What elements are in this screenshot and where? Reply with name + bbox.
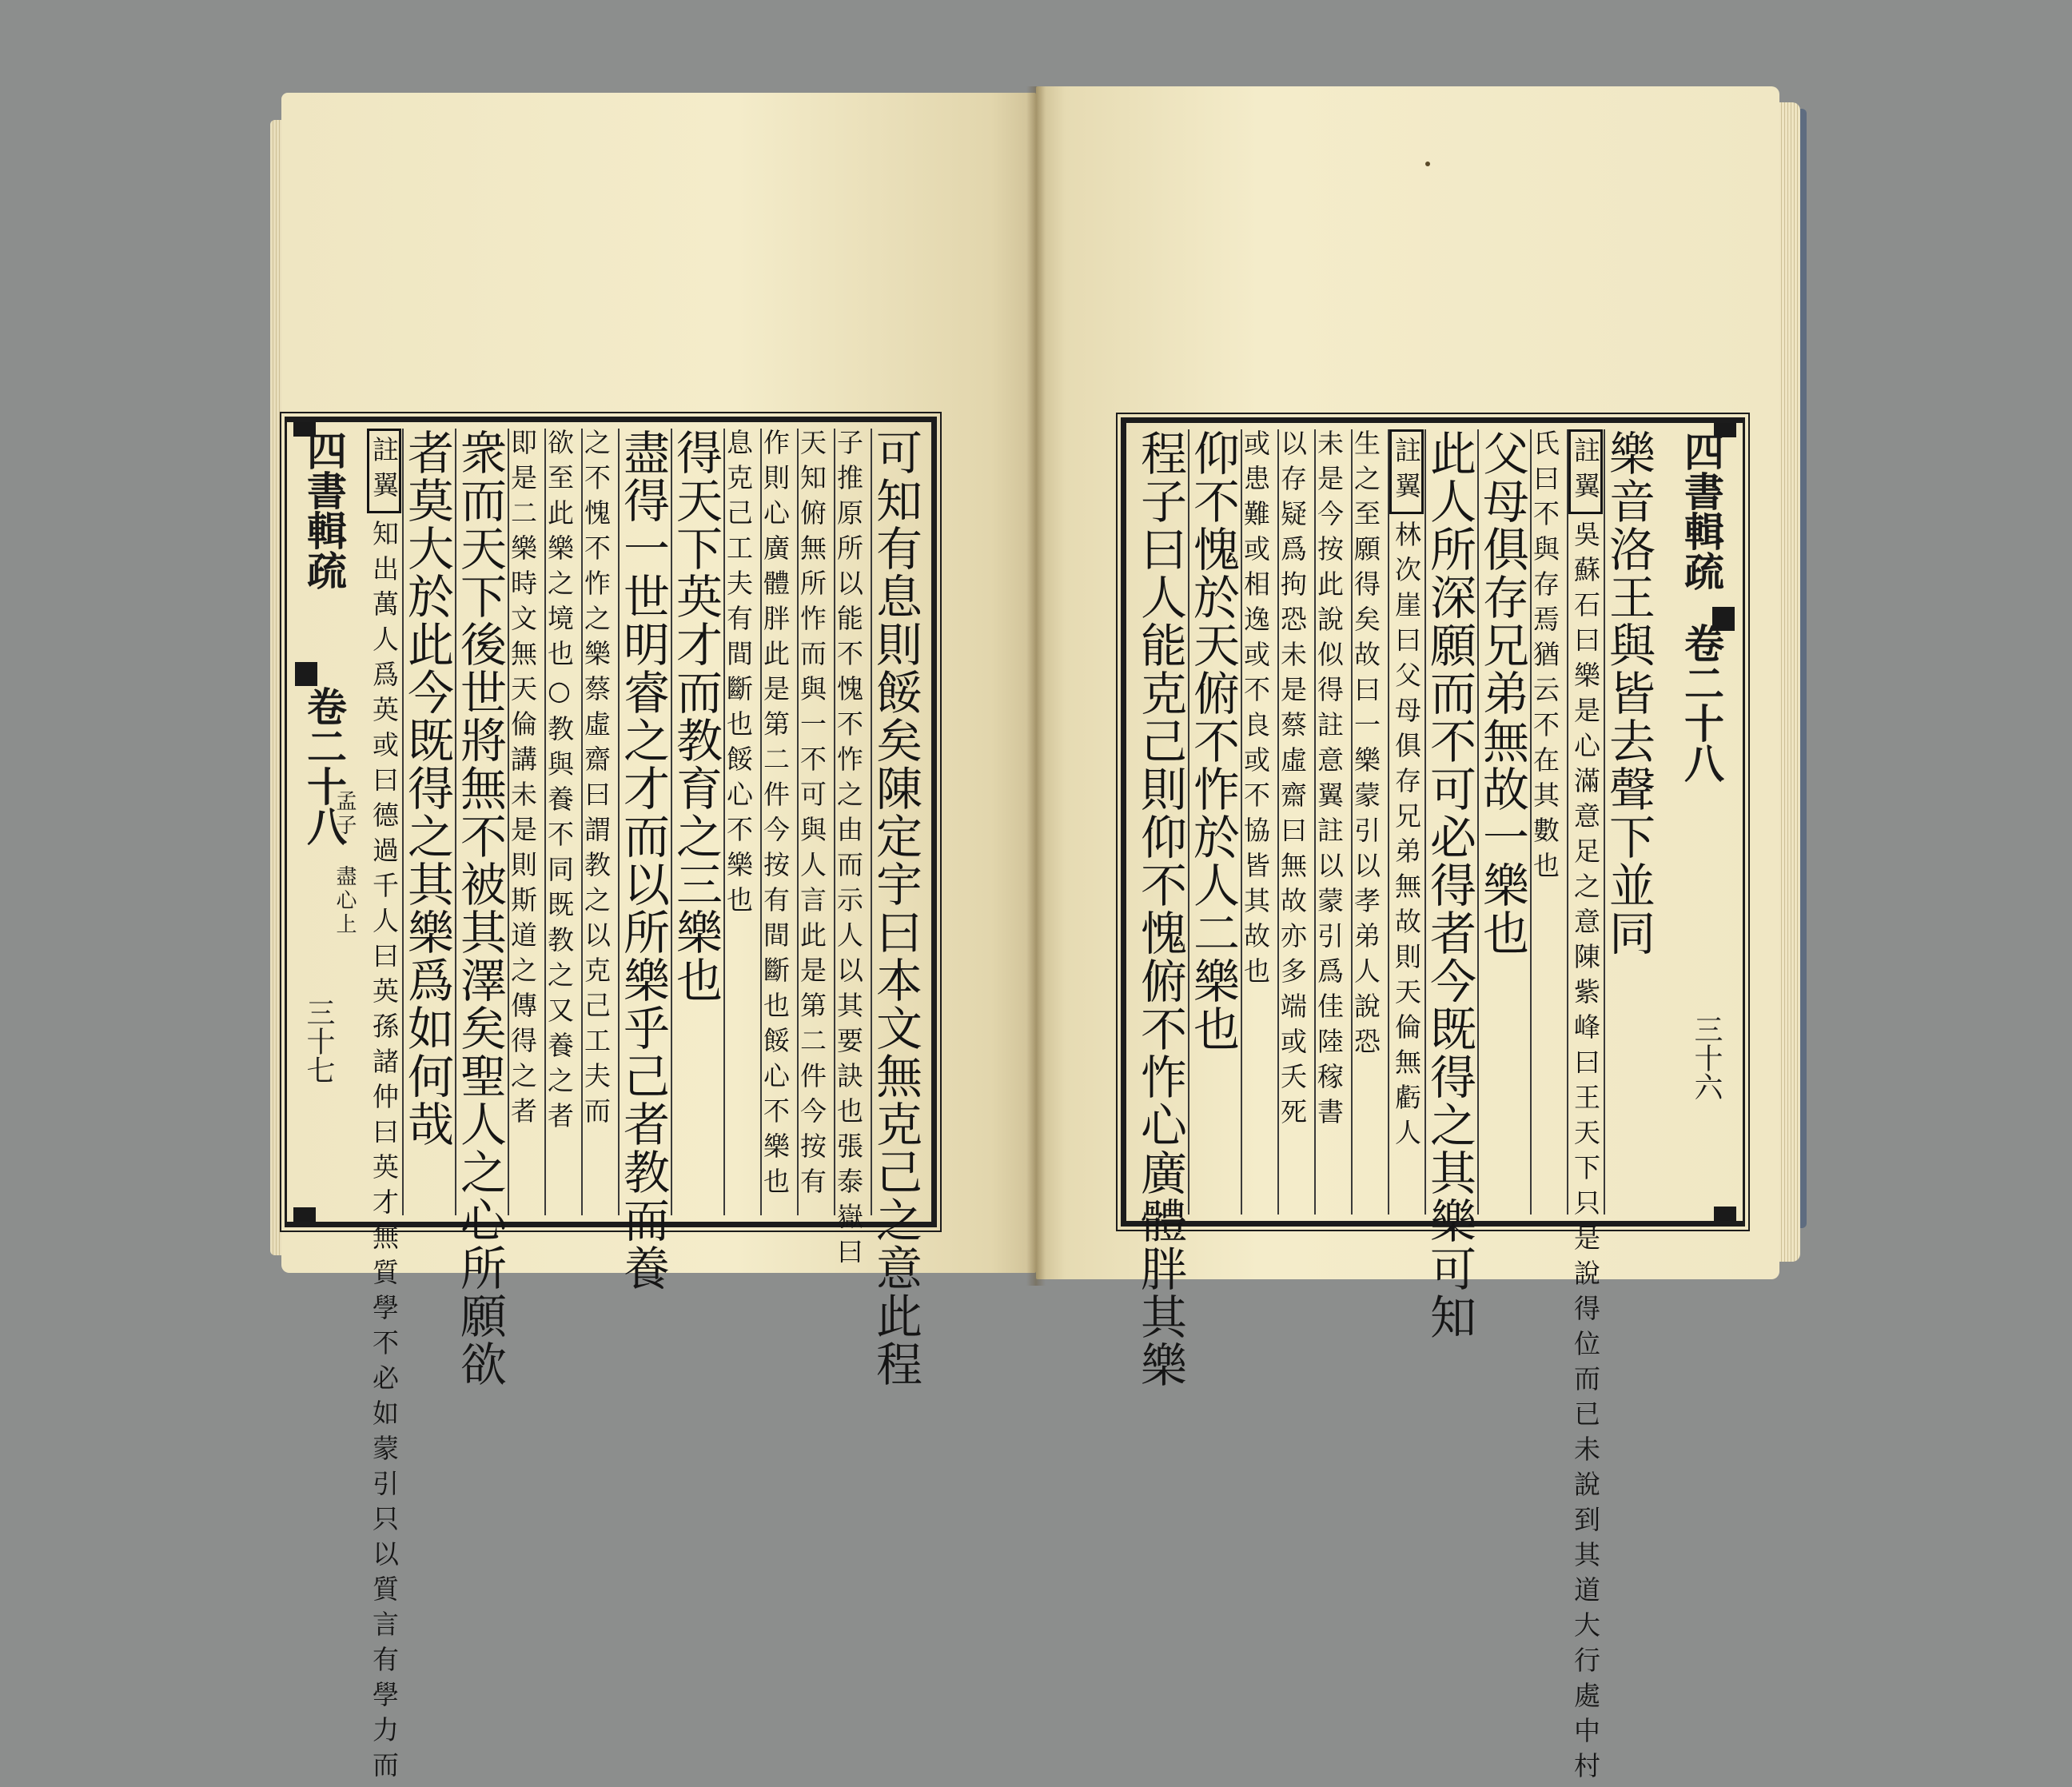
main-text: 可知有息則餒矣陳定宇曰本文無克己之意此程 xyxy=(868,429,922,1388)
annotation-marker: 註翼 xyxy=(1568,429,1603,514)
left-text-columns xyxy=(364,429,923,1786)
annotation-text: 以存疑爲拘恐未是蔡虛齋曰無故亦多端或夭死 xyxy=(1277,429,1308,1133)
text-column xyxy=(508,429,544,1215)
margin-volume: 卷二十八 xyxy=(1678,623,1725,783)
text-column xyxy=(797,429,834,1215)
annotation-text: 林次崖曰父母俱存兄弟無故則天倫無虧人 xyxy=(1391,521,1422,1154)
annotation-text: 即是二樂時文無天倫講未是則斯道之傳得之者 xyxy=(507,429,538,1132)
text-column xyxy=(1422,429,1477,1341)
main-text: 者莫大於此今既得之其樂爲如何哉 xyxy=(400,429,454,1148)
main-text: 仰不愧於天俯不怍於人二樂也 xyxy=(1185,429,1240,1053)
text-column xyxy=(1351,429,1388,1215)
annotation-text: 未是今按此說似得註意翼註以蒙引爲佳陸稼書 xyxy=(1313,429,1345,1133)
main-text: 此人所深願而不可必得者今既得之其樂可知 xyxy=(1422,429,1476,1341)
annotation-text: 或患難或相逸或不良或不協皆其故也 xyxy=(1240,429,1271,992)
text-column xyxy=(1241,429,1277,1215)
text-column xyxy=(868,429,923,1388)
right-text-frame xyxy=(1121,417,1745,1787)
margin-volume: 卷二十八 xyxy=(301,686,348,846)
annotation-text: 知出萬人爲英或曰德過千人曰英孫諸仲曰英才無質學不必如蒙引只以質言有學力而 xyxy=(369,520,400,1786)
main-text: 樂音洛王與皆去聲下並同 xyxy=(1601,429,1656,957)
fish-tail-bottom xyxy=(293,1207,316,1222)
text-column xyxy=(367,429,402,1786)
main-text: 得天下英才而教育之三樂也 xyxy=(668,429,723,1004)
main-text: 父母俱存兄弟無故一樂也 xyxy=(1475,429,1529,957)
text-column xyxy=(581,429,618,1215)
text-column xyxy=(1388,429,1424,1215)
fish-tail-mid xyxy=(295,662,317,686)
margin-book-title: 四書輯疏 xyxy=(301,430,348,590)
text-column xyxy=(1530,429,1567,1215)
text-column xyxy=(723,429,760,1215)
margin-section: 孟子 盡心上 xyxy=(333,790,357,937)
margin-page-number: 三十六 xyxy=(1690,1015,1723,1101)
annotation-text: 息克己工夫有間斷也餒心不樂也 xyxy=(723,429,754,921)
text-column xyxy=(760,429,797,1215)
text-column xyxy=(1567,429,1604,1787)
main-text: 程子曰人能克己則仰不愧俯不怍心廣體胖其樂 xyxy=(1133,429,1187,1389)
annotation-marker: 註翼 xyxy=(367,429,401,513)
main-text: 盡得一世明睿之才而以所樂乎己者教而養 xyxy=(616,429,670,1292)
text-column xyxy=(544,429,581,1215)
annotation-marker: 註翼 xyxy=(1389,429,1424,514)
text-column xyxy=(833,429,871,1273)
annotation-text: 作則心廣體胖此是第二件今按有間斷也餒心不樂也 xyxy=(759,429,791,1203)
left-text-frame xyxy=(285,417,937,1786)
annotation-text: 天知俯無所怍而與一不可與人言此是第二件今按有 xyxy=(796,429,827,1203)
text-column xyxy=(402,429,455,1215)
text-column xyxy=(1277,429,1314,1215)
text-column xyxy=(1601,429,1656,1215)
main-text: 衆而天下後世將無不被其澤矣聖人之心所願欲 xyxy=(452,429,507,1388)
annotation-text: 欲至此樂之境也○教與養不同既教之又養之者 xyxy=(544,429,575,1137)
fish-tail-bottom xyxy=(1714,1207,1736,1221)
text-column xyxy=(1314,429,1351,1215)
text-column xyxy=(1477,429,1530,1215)
text-column xyxy=(452,429,508,1388)
annotation-text: 生之至願得矣故曰一樂蒙引以孝弟人說恐 xyxy=(1350,429,1381,1063)
margin-page-number: 三十七 xyxy=(302,998,335,1084)
annotation-text: 之不愧不怍之樂蔡虛齋曰謂教之以克己工夫而 xyxy=(580,429,612,1132)
margin-book-title: 四書輯疏 xyxy=(1678,431,1725,591)
text-column xyxy=(1185,429,1241,1215)
annotation-text: 子推原所以能不愧不怍之由而示人以其要訣也張泰嶽曰 xyxy=(833,429,864,1273)
right-text-columns xyxy=(1133,429,1656,1787)
annotation-text: 吳蘇石曰樂是心滿意足之意陳紫峰曰王天下只是說得位而已未說到其道大行處中村 xyxy=(1570,521,1601,1787)
book-gutter xyxy=(1026,86,1046,1286)
text-column xyxy=(668,429,723,1215)
annotation-text: 氏曰不與存焉猶云不在其數也 xyxy=(1529,429,1560,887)
text-column xyxy=(1133,429,1188,1389)
text-column xyxy=(616,429,671,1292)
paper-speck xyxy=(1425,162,1430,166)
